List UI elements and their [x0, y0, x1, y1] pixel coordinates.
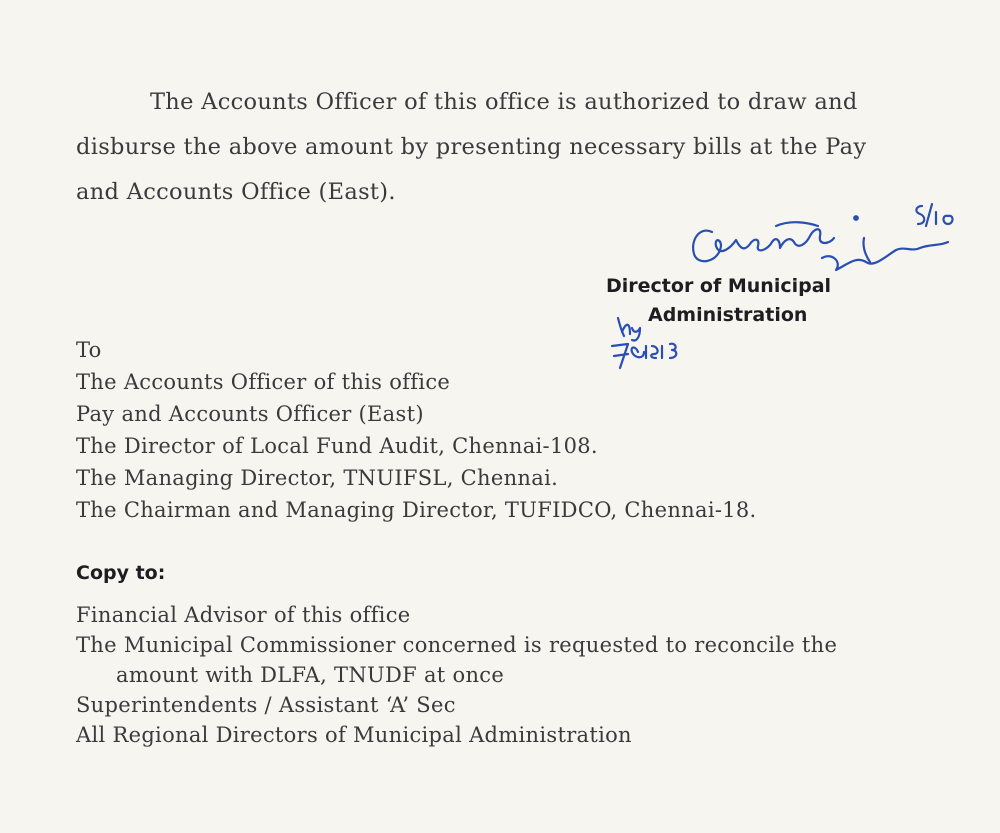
- copy-item: All Regional Directors of Municipal Administration: [76, 723, 632, 747]
- signatory-designation: [606, 272, 831, 330]
- recipient-item: The Managing Director, TNUIFSL, Chennai.: [76, 466, 559, 490]
- body-paragraph: [76, 80, 936, 215]
- recipient-item: The Director of Local Fund Audit, Chennai-108.: [76, 434, 598, 458]
- recipient-item: Pay and Accounts Officer (East): [76, 402, 424, 426]
- copy-item: The Municipal Commissioner concerned is requested to reconcile the: [76, 633, 838, 657]
- paragraph-line-2: disburse the above amount by presenting necessary bills at the Pay: [76, 134, 867, 160]
- designation-line-2: Administration: [648, 304, 808, 326]
- to-section: [76, 334, 757, 526]
- copy-to-list: [76, 600, 837, 750]
- paragraph-line-3: and Accounts Office (East).: [76, 179, 396, 205]
- copy-item: Superintendents / Assistant ‘A’ Sec: [76, 693, 456, 717]
- copy-to-heading: Copy to:: [76, 562, 166, 584]
- recipient-item: The Chairman and Managing Director, TUFIDCO, Chennai-18.: [76, 498, 757, 522]
- copy-item: Financial Advisor of this office: [76, 603, 411, 627]
- copy-item-continuation: amount with DLFA, TNUDF at once: [116, 663, 505, 687]
- recipient-item: The Accounts Officer of this office: [76, 370, 451, 394]
- paragraph-line-1: The Accounts Officer of this office is authorized to draw and: [150, 89, 858, 115]
- designation-line-1: Director of Municipal: [606, 275, 832, 297]
- to-label: To: [76, 338, 102, 362]
